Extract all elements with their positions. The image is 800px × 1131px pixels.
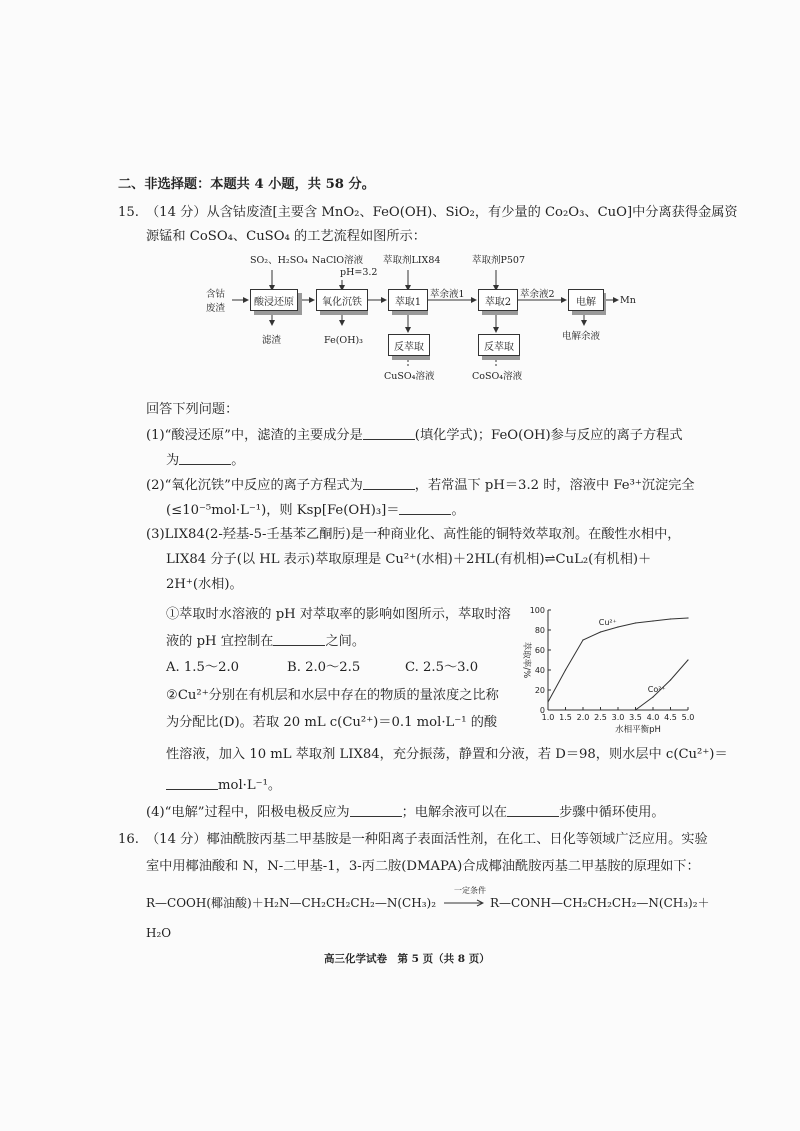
box-acid-leach: 酸浸还原 bbox=[250, 289, 298, 311]
series-line-0 bbox=[548, 618, 688, 702]
x-tick-label: 2.0 bbox=[576, 713, 590, 722]
q15-part2-line1: (2)“氧化沉铁”中反应的离子方程式为 ，若常温下 pH＝3.2 时，溶液中 Fe³⁺沉淀完全 bbox=[146, 478, 695, 493]
blank[interactable] bbox=[507, 805, 559, 817]
option-a[interactable]: A. 1.5～2.0 bbox=[166, 660, 240, 675]
y-tick-label: 20 bbox=[534, 686, 545, 695]
flow-output-residue: 滤渣 bbox=[262, 335, 282, 346]
flow-input-2: 废渣 bbox=[206, 303, 226, 314]
reaction-arrow-icon bbox=[444, 898, 484, 908]
data-point bbox=[635, 622, 636, 623]
flow-reagent-lix84: 萃取剂LIX84 bbox=[383, 255, 441, 266]
q16-equation-tail: H₂O bbox=[146, 926, 172, 940]
q15-part1-line2: 为 。 bbox=[166, 453, 245, 468]
x-tick-label: 2.5 bbox=[594, 713, 607, 722]
x-axis-label: 水相平衡pH bbox=[615, 725, 661, 735]
data-point bbox=[635, 709, 636, 710]
box-back-extraction-2: 反萃取 bbox=[478, 334, 520, 356]
y-tick-label: 40 bbox=[534, 666, 545, 675]
x-tick-label: 4.0 bbox=[646, 713, 660, 722]
blank[interactable] bbox=[166, 778, 218, 790]
x-tick-label: 3.5 bbox=[629, 713, 642, 722]
y-tick-label: 80 bbox=[534, 626, 545, 635]
blank[interactable] bbox=[179, 453, 231, 465]
x-tick-label: 1.0 bbox=[541, 713, 555, 722]
q15-part4: (4)“电解”过程中，阳极电极反应为 ；电解余液可以在 步骤中循环使用。 bbox=[146, 805, 665, 820]
q15-part3-sub1-line2: 液的 pH 宜控制在 之间。 bbox=[166, 634, 366, 649]
q15-part3-sub2-line2: 为分配比(D)。若取 20 mL c(Cu²⁺)＝0.1 mol·L⁻¹ 的酸 bbox=[166, 715, 498, 730]
flowchart-lines bbox=[0, 0, 800, 390]
data-point bbox=[687, 617, 688, 618]
q16-line2: 室中用椰油酸和 N，N-二甲基-1，3-丙二胺(DMAPA)合成椰油酰胺丙基二甲基胺的原理如下： bbox=[146, 859, 700, 874]
box-electrolysis: 电解 bbox=[568, 289, 604, 311]
y-tick-label: 0 bbox=[539, 706, 545, 715]
data-point bbox=[600, 631, 601, 632]
flow-mn-product: Mn bbox=[620, 295, 636, 306]
q15-part2-line2: (≤10⁻⁵mol·L⁻¹)，则 Ksp[Fe(OH)₃]＝ 。 bbox=[166, 503, 465, 518]
q15-line2: 源锰和 CoSO₄、CuSO₄ 的工艺流程如图所示： bbox=[146, 229, 426, 244]
q16-equation-condition: 一定条件 bbox=[454, 886, 486, 895]
flow-output-feoh3: Fe(OH)₃ bbox=[324, 335, 363, 346]
flow-raffinate-1: 萃余液1 bbox=[430, 289, 465, 300]
blank[interactable] bbox=[350, 805, 402, 817]
data-point bbox=[652, 696, 653, 697]
q15-part3-sub1-line1: ①萃取时水溶液的 pH 对萃取率的影响如图所示，萃取时溶 bbox=[166, 607, 511, 622]
flow-raffinate-2: 萃余液2 bbox=[520, 289, 555, 300]
flow-reagent-acid: SO₂、H₂SO₄ bbox=[250, 255, 308, 266]
data-point bbox=[687, 659, 688, 660]
series-label-cu: Cu²⁺ bbox=[598, 618, 617, 627]
data-point bbox=[617, 626, 618, 627]
data-point bbox=[652, 620, 653, 621]
q16-line1: （14 分）椰油酰胺丙基二甲基胺是一种阳离子表面活性剂，在化工、日化等领域广泛应用。实验 bbox=[146, 832, 708, 847]
y-axis-label: 萃取率/% bbox=[521, 641, 531, 679]
box-extraction-2: 萃取2 bbox=[478, 289, 518, 311]
box-back-extraction-1: 反萃取 bbox=[388, 334, 430, 356]
flow-reagent-naclo: NaClO溶液 bbox=[312, 255, 364, 266]
q15-part3-line3: 2H⁺(水相)。 bbox=[166, 577, 243, 592]
flow-input-1: 含钴 bbox=[206, 289, 226, 300]
q16-equation-left: R—COOH(椰油酸)＋H₂N—CH₂CH₂CH₂—N(CH₃)₂ bbox=[146, 896, 436, 910]
q15-number: 15. bbox=[118, 205, 139, 220]
page-footer: 高三化学试卷 第 5 页（共 8 页） bbox=[324, 953, 490, 965]
option-b[interactable]: B. 2.0～2.5 bbox=[287, 660, 361, 675]
q16-equation-right: R—CONH—CH₂CH₂CH₂—N(CH₃)₂＋ bbox=[490, 896, 710, 910]
blank[interactable] bbox=[363, 428, 415, 440]
extraction-rate-chart bbox=[514, 600, 694, 740]
q15-line1: （14 分）从含钴废渣[主要含 MnO₂、FeO(OH)、SiO₂，有少量的 Co₂O₃、CuO]中分离获得金属资 bbox=[146, 205, 738, 220]
x-tick-label: 3.0 bbox=[611, 713, 625, 722]
data-point bbox=[670, 679, 671, 680]
x-tick-label: 5.0 bbox=[681, 713, 694, 722]
flow-reagent-ph: pH=3.2 bbox=[340, 267, 378, 278]
q15-part3-sub2-line1: ②Cu²⁺分别在有机层和水层中存在的物质的量浓度之比称 bbox=[166, 688, 499, 703]
q16-number: 16. bbox=[118, 832, 139, 847]
data-point bbox=[565, 669, 566, 670]
data-point bbox=[547, 701, 548, 702]
q15-part3-sub2-line3: 性溶液，加入 10 mL 萃取剂 LIX84，充分振荡，静置和分液，若 D＝98，则水层中 c(Cu²⁺)＝ bbox=[166, 747, 728, 762]
box-extraction-1: 萃取1 bbox=[388, 289, 428, 311]
blank[interactable] bbox=[273, 634, 325, 646]
flow-output-cuso4: CuSO₄溶液 bbox=[384, 371, 435, 382]
q15-part3-sub2-line4: mol·L⁻¹。 bbox=[166, 778, 281, 792]
flow-output-coso4: CoSO₄溶液 bbox=[472, 371, 523, 382]
blank[interactable] bbox=[363, 478, 415, 490]
section-header: 二、非选择题：本题共 4 小题，共 58 分。 bbox=[118, 177, 375, 192]
q15-part3-line2: LIX84 分子(以 HL 表示)萃取原理是 Cu²⁺(水相)＋2HL(有机相)⇌CuL₂(有机相)＋ bbox=[166, 552, 652, 567]
x-tick-label: 4.5 bbox=[664, 713, 677, 722]
flow-output-electrolyte: 电解余液 bbox=[562, 331, 601, 342]
blank[interactable] bbox=[399, 503, 451, 515]
data-point bbox=[582, 639, 583, 640]
q15-prompt: 回答下列问题： bbox=[146, 402, 239, 417]
x-tick-label: 1.5 bbox=[559, 713, 572, 722]
option-c[interactable]: C. 2.5～3.0 bbox=[405, 660, 479, 675]
y-tick-label: 100 bbox=[529, 606, 545, 615]
data-point bbox=[670, 618, 671, 619]
series-label-co: Co²⁺ bbox=[647, 685, 666, 694]
flow-reagent-p507: 萃取剂P507 bbox=[472, 255, 526, 266]
q15-part1-line1: (1)“酸浸还原”中，滤渣的主要成分是 (填化学式)；FeO(OH)参与反应的离子方程式 bbox=[146, 428, 683, 443]
box-iron-oxidation: 氧化沉铁 bbox=[316, 289, 368, 311]
y-tick-label: 60 bbox=[534, 646, 545, 655]
q15-part3-line1: (3)LIX84(2-羟基-5-壬基苯乙酮肟)是一种商业化、高性能的铜特效萃取剂。在酸性水相中， bbox=[146, 527, 681, 542]
